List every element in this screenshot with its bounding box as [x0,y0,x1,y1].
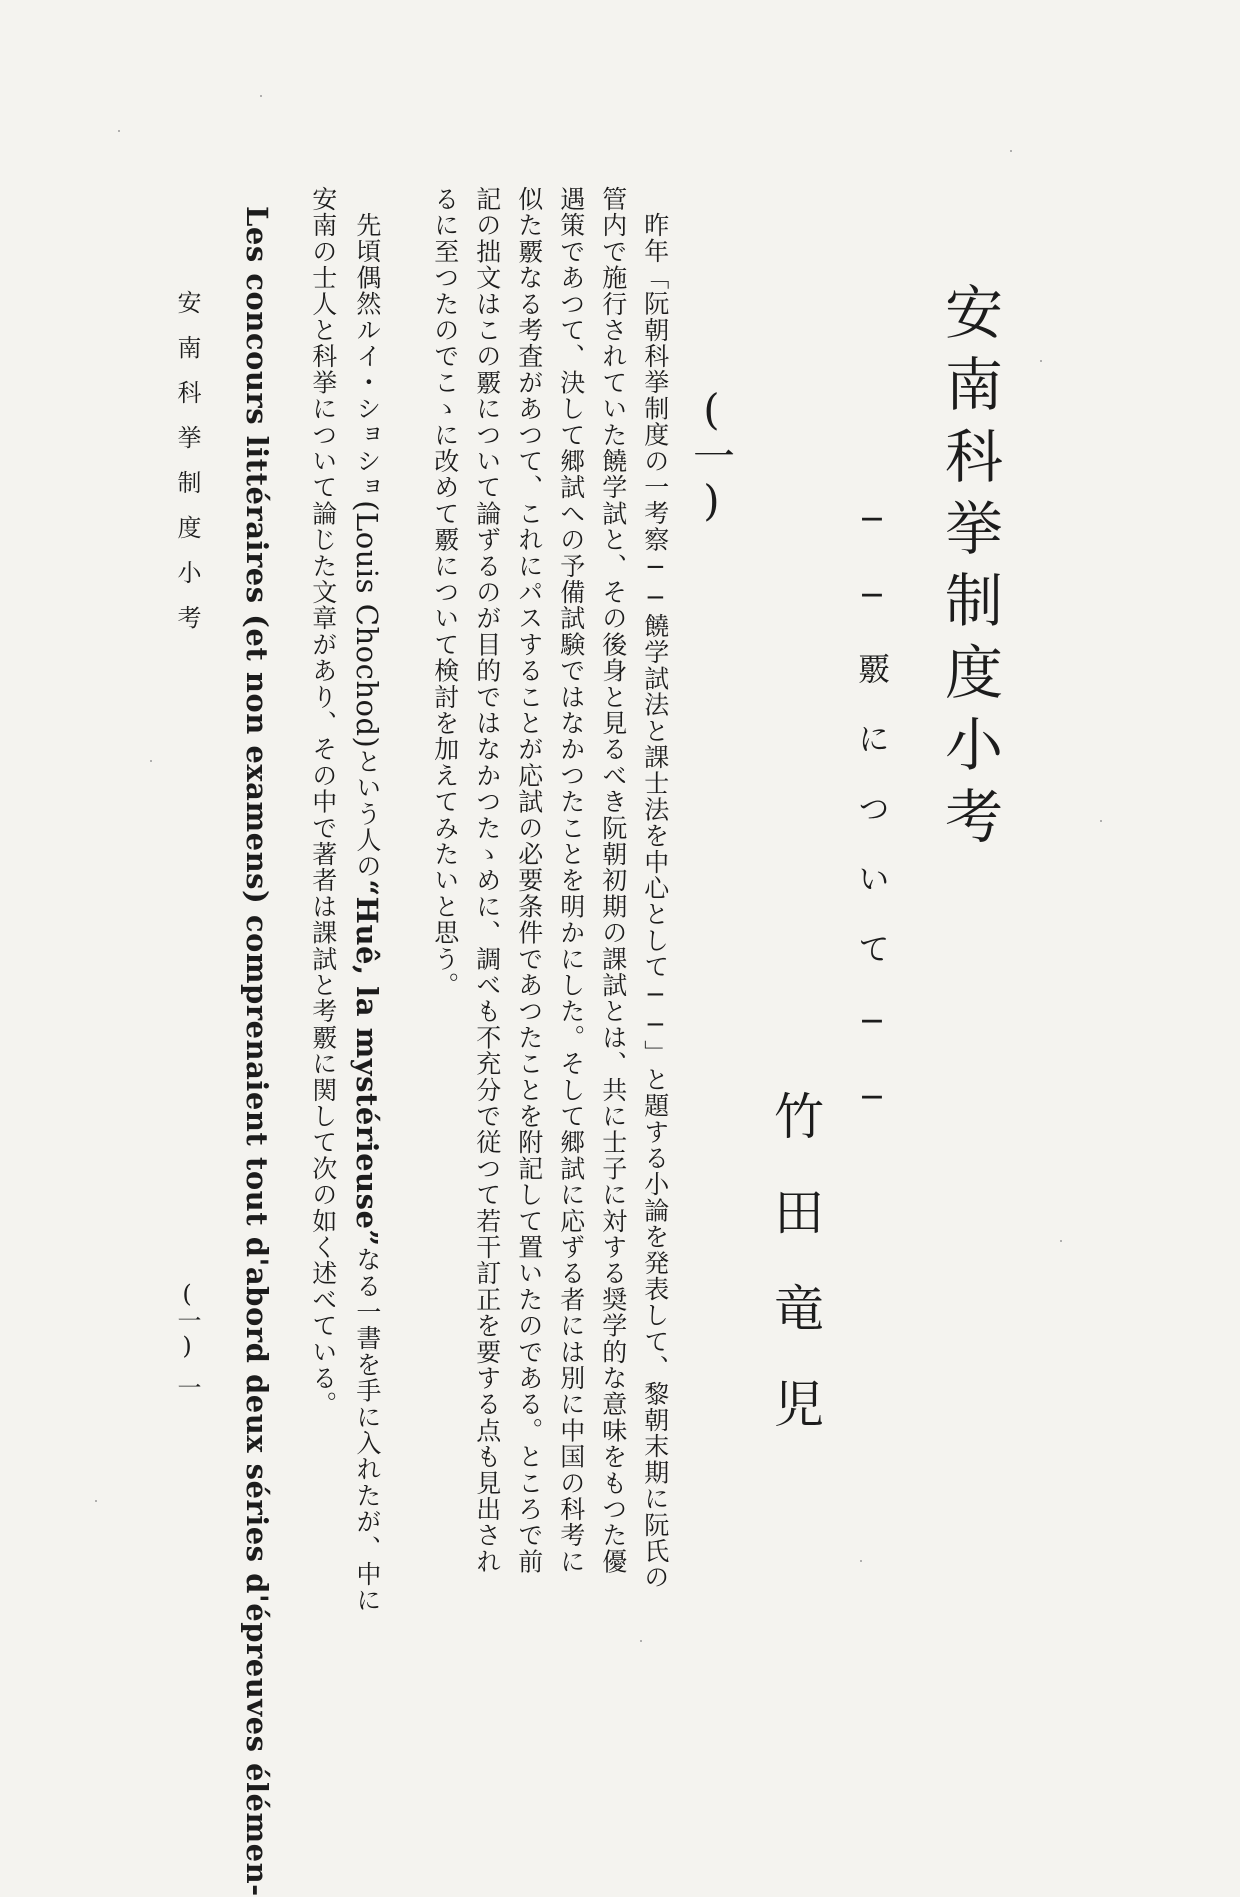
page-number: 一 [173,1375,201,1399]
scan-speck [1060,1240,1062,1242]
body-line: 安南の士人と科挙について論じた文章があり、その中で著者は課試と考覈に関して次の如く述べている。 [308,186,338,1418]
section-number: (一) [687,385,736,525]
french-quote-line: Les concours littéraires (et non examens) comprenaient tout d'abord deux séries d'épreuves élémen- [239,206,274,1897]
text-segment: なる一書を手に入れたが、中に [352,1246,382,1614]
scan-speck [1010,150,1012,152]
article-subtitle: ──覈について── [853,500,891,1154]
scan-speck [150,760,152,762]
scan-speck [260,95,262,97]
scan-speck [860,1560,862,1562]
body-line-mixed [350,212,382,1613]
scan-speck [1040,360,1042,362]
text-segment: 先頃偶然ルイ・ショショ [352,212,382,501]
body-line: るに至つたのでこゝに改めて覈について検討を加えてみたいと思う。 [430,186,460,999]
scan-speck [118,130,120,132]
text-segment: という人の [352,748,382,880]
latin-book-title: “Huê, la mystérieuse” [349,879,384,1247]
author-name: 竹田竜児 [766,1090,824,1474]
article-title: 安南科挙制度小考 [935,282,1003,858]
body-line: 昨年「阮朝科挙制度の一考察──饒学試法と課士法を中心として──」と題する小論を発表して、黎朝末期に阮氏の [640,212,670,1591]
body-line: 記の拙文はこの覈について論ずるのが目的ではなかつたゝめに、調べも不充分で従つて若干訂正を要する点も見出され [472,186,502,1575]
scan-speck [95,1500,97,1502]
body-line: 似た覈なる考査があつて、これにパスすることが応試の必要条件であつたことを附記して置いたのである。ところで前 [514,186,544,1575]
scan-speck [640,1640,642,1642]
body-line: 管内で施行されていた饒学試と、その後身と見るべき阮朝初期の課試とは、共に士子に対する奨学的な意味をもつた優 [598,186,628,1575]
page-marker: (一) [173,1280,201,1360]
body-line: 遇策であつて、決して郷試への予備試験ではなかつたことを明かにした。そして郷試に応ずる者には別に中国の科考に [556,186,586,1575]
latin-name: (Louis Chochod) [349,500,384,749]
running-head: 安南科挙制度小考 [173,290,201,650]
scan-speck [1100,820,1102,822]
